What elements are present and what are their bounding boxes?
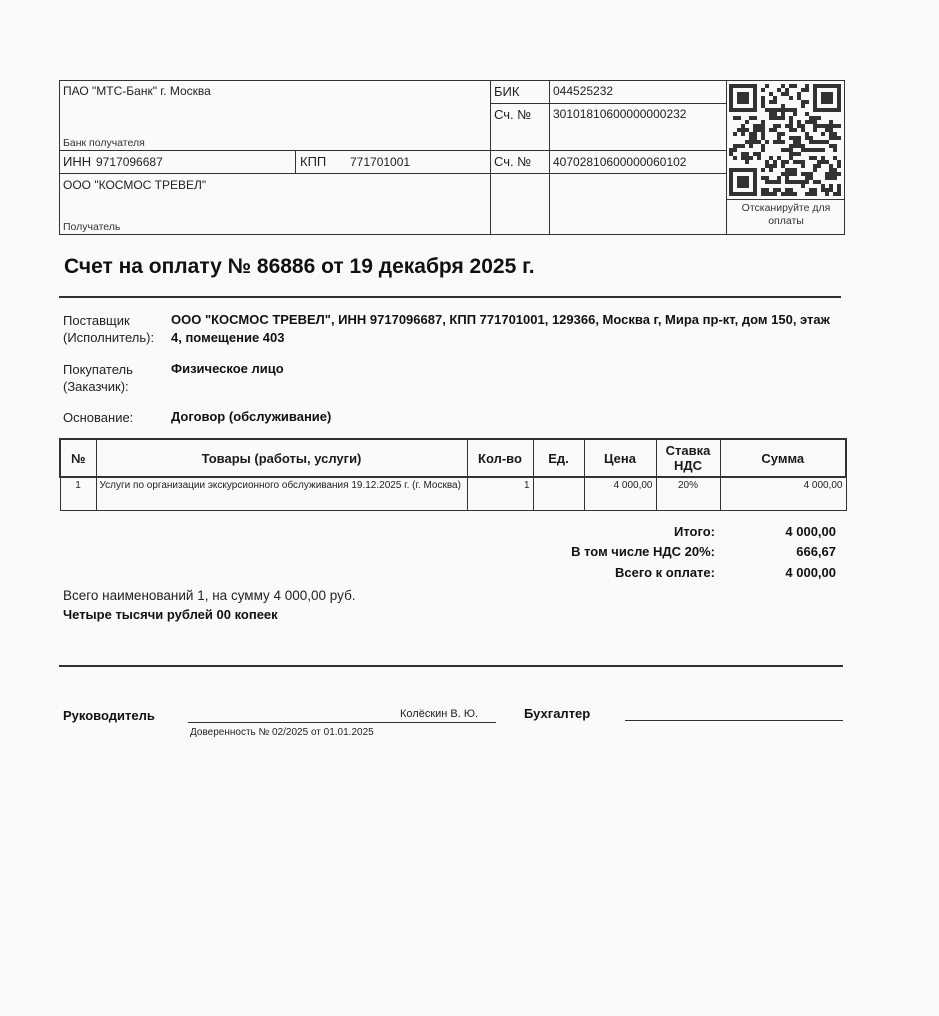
recipient-name: ООО "КОСМОС ТРЕВЕЛ" — [63, 178, 207, 192]
row-vat: 20% — [656, 477, 720, 510]
pay-total-label: Всего к оплате: — [615, 565, 715, 580]
head-label: Руководитель — [63, 708, 155, 723]
kpp-value: 771701001 — [350, 155, 411, 169]
col-header-sum: Сумма — [720, 439, 846, 477]
bik-value: 044525232 — [553, 84, 614, 98]
amount-in-words: Четыре тысячи рублей 00 копеек — [63, 607, 278, 622]
bik-label: БИК — [494, 84, 520, 99]
row-price: 4 000,00 — [584, 477, 656, 510]
recipient-label: Получатель — [63, 221, 121, 233]
col-header-unit: Ед. — [533, 439, 584, 477]
pay-total-value: 4 000,00 — [785, 565, 836, 580]
table-row — [60, 477, 846, 510]
head-name: Колёскин В. Ю. — [400, 708, 479, 720]
total-value: 4 000,00 — [785, 524, 836, 539]
buyer-label: Покупатель (Заказчик): — [63, 362, 133, 394]
qr-code-icon — [729, 84, 841, 196]
qr-caption: Отсканируйте для оплаты — [741, 202, 831, 227]
buyer-value: Физическое лицо — [171, 361, 284, 376]
total-label: Итого: — [674, 524, 715, 539]
vat-total-label: В том числе НДС 20%: — [571, 544, 715, 559]
row-number: 1 — [60, 477, 96, 510]
inn-value: 9717096687 — [96, 155, 163, 169]
row-qty: 1 — [467, 477, 533, 510]
supplier-value: ООО "КОСМОС ТРЕВЕЛ", ИНН 9717096687, КПП 771701001, 129366, Москва г, Мира пр-кт, дом 150, этаж 4, помещение 403 — [171, 312, 830, 345]
invoice-title: Счет на оплату № 86886 от 19 декабря 2025 г. — [64, 255, 535, 278]
accountant-label: Бухгалтер — [524, 706, 591, 721]
basis-label: Основание: — [63, 410, 134, 425]
row-goods-name: Услуги по организации экскурсионного обслуживания 19.12.2025 г. (г. Москва) — [96, 477, 467, 510]
col-header-qty: Кол-во — [467, 439, 533, 477]
col-header-vat: Ставка НДС — [656, 439, 720, 477]
bank-name: ПАО "МТС-Банк" г. Москва — [63, 84, 211, 98]
row-unit — [533, 477, 584, 510]
corr-account-value: 30101810600000000232 — [553, 107, 687, 121]
bank-label: Банк получателя — [63, 137, 145, 149]
row-sum: 4 000,00 — [720, 477, 846, 510]
accountant-signature-line — [625, 720, 843, 721]
corr-account-label: Сч. № — [494, 107, 532, 122]
table-header-row — [60, 439, 846, 477]
account-value: 40702810600000060102 — [553, 155, 687, 169]
col-header-price: Цена — [584, 439, 656, 477]
items-table — [59, 438, 847, 511]
title-divider — [59, 296, 841, 298]
basis-value: Договор (обслуживание) — [171, 409, 332, 424]
col-header-goods: Товары (работы, услуги) — [96, 439, 467, 477]
supplier-label: Поставщик (Исполнитель): — [63, 313, 155, 345]
kpp-label: КПП — [300, 154, 327, 169]
signatures-divider — [59, 665, 843, 667]
items-count-summary: Всего наименований 1, на сумму 4 000,00 руб. — [63, 588, 356, 603]
account-label: Сч. № — [494, 154, 532, 169]
col-header-number: № — [60, 439, 96, 477]
vat-total-value: 666,67 — [796, 544, 836, 559]
bank-details-block — [59, 80, 845, 235]
head-power-of-attorney: Доверенность № 02/2025 от 01.01.2025 — [190, 727, 374, 738]
inn-label: ИНН — [63, 154, 92, 169]
